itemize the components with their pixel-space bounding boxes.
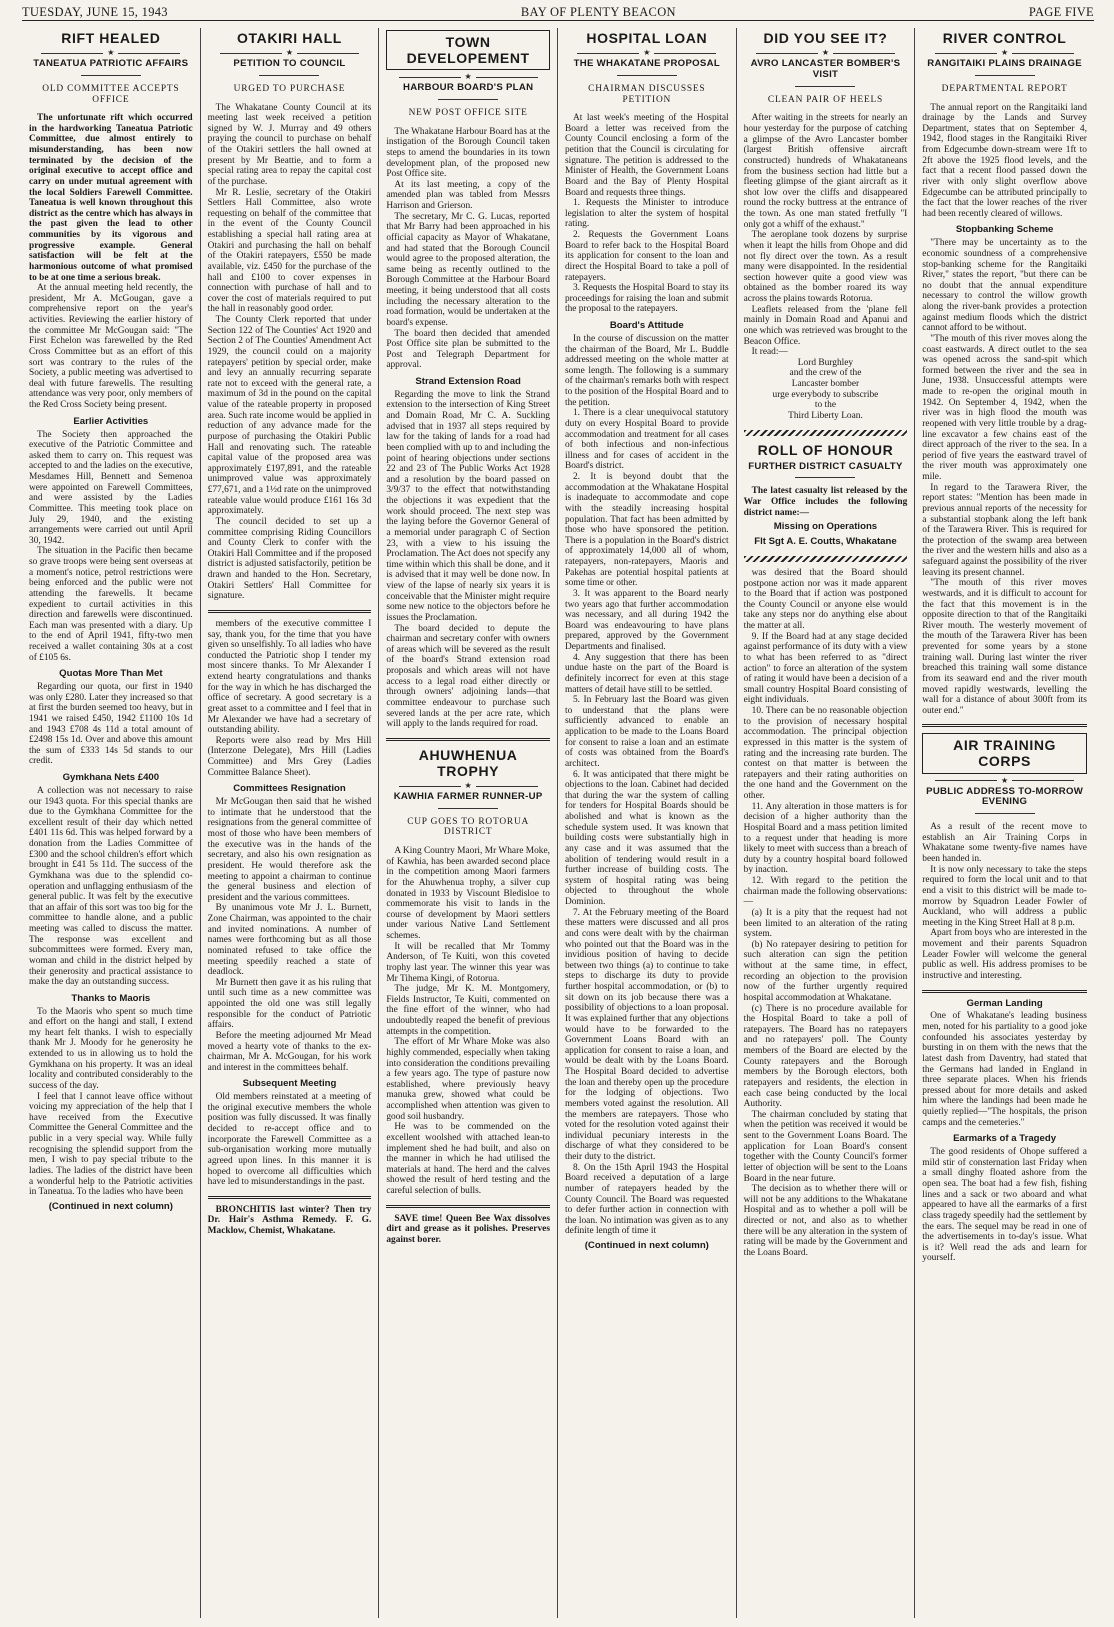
column-3 <box>379 28 558 1618</box>
paragraph: The Whakatane Harbour Board has at the instigation of the Borough Council taken steps to amend the boundaries in its town development plan, of the proposed new Post Office site. <box>386 126 550 180</box>
paragraph: It will be recalled that Mr Tommy Anderson, of Te Kuiti, won this coveted trophy last year. The winner this year was Mr Tihema Kingi, of Rotorua. <box>386 941 550 984</box>
short-rule <box>259 75 319 76</box>
headline-ahuwhenua-trophy: AHUWHENUA TROPHY <box>418 746 518 779</box>
casualty-status: Missing on Operations <box>773 521 878 533</box>
article-divider <box>208 610 372 613</box>
deck: AVRO LANCASTER BOMBER'S VISIT <box>750 58 901 80</box>
paragraph: 10. There can be no reasonable objection to the provision of necessary hospital accommodation. The principal objection expressed in this matter is the system of rating and the increasing rate burden. The contest on that matter is between the ratepayers and their rating authorities on the one hand and the Government on the other. <box>743 706 908 802</box>
short-rule <box>975 75 1035 76</box>
paragraph: "The mouth of this river moves along the coast eastwards. A direct outlet to the sea was opened across the sand-spit which formed between the river and the sea in June, 1938. Unsuccessful attempts were made to re-open the original mouth in 1942. On September 4, 1942, when the river was in high flood the mouth was reopened with very little trouble by a drag-line excavator a few chains east of the direct approach of the river to the sea. In a period of five years the eastward travel of the river mouth was approximately one mile. <box>922 333 1087 482</box>
paragraph: The board then decided that amended Post Office site plan be submitted to the Post and Telegraph Department for approval. <box>386 328 550 371</box>
page-number: PAGE FIVE <box>1028 4 1094 19</box>
headline-town-development: TOWN DEVELOPEMENT <box>386 30 550 70</box>
paragraph: "There may be uncertainty as to the economic soundness of a comprehensive stop-banking scheme for the Rangitaiki River," states the report, "but there can be no doubt that the annual expenditure necessary to control the willow growth along the river-bank provides a protection against medium floods which the district cannot afford to be without. <box>922 238 1087 334</box>
paragraph: The chairman concluded by stating that when the petition was received it would be sent to the Government Loans Board. The application for Loan Board's consent together with the County Council's former letter of objection will be sent to the Loans Board in the near future. <box>743 1109 908 1184</box>
headline-roll-of-honour: ROLL OF HONOUR <box>757 441 894 458</box>
short-rule <box>795 86 855 87</box>
star-divider: ★ <box>565 50 729 56</box>
leaflet-line: Third Liberty Loan. <box>788 410 863 421</box>
deck: THE WHAKATANE PROPOSAL <box>573 58 720 70</box>
subhead: Gymkhana Nets £400 <box>62 772 160 784</box>
paragraph: Apart from boys who are interested in the movement and their parents Squadron Leader Fowler will welcome the general public as well. His address promises to be instructive and interesting. <box>922 928 1087 981</box>
paragraph: 5. In February last the Board was given to understand that the plans were sufficiently advanced to enable an application to be made to the Loans Board for consent to raise a loan and an estimate of costs was obtained from the Board's architect. <box>564 695 729 769</box>
paragraph: 1. There is a clear unequivocal statutory duty on every Hospital Board to provide accommodation and treatment for all cases of both infectious and non-infectious illness and for cases of accident in the Board's district. <box>564 408 729 472</box>
star-divider: ★ <box>208 50 372 56</box>
paragraph: "The mouth of this river moves westwards, and it is difficult to account for the fact that this movement is in the opposite direction to that of the Rangitaiki River mouth. The westerly movement of the mouth of the Tarawera River has been prevented for some years by a stone training wall. During last winter the river breached this training wall some distance from its seaward end and the river mouth moved rapidly westwards, levelling the wall for a distance of about 300ft from its outer end." <box>922 578 1087 716</box>
short-rule <box>81 75 141 76</box>
leaflet-line: to the <box>814 400 836 411</box>
sub-deck: DEPARTMENTAL REPORT <box>941 83 1068 94</box>
paragraph: It is now only necessary to take the steps required to form the local unit and to that end a visit to this district will be made to-morrow by Squadron Leader Fowler of Auckland, who will address a public meeting in the King Street Hall at 8 p.m. <box>922 864 1087 928</box>
paragraph: A collection was not necessary to raise our 1943 quota. For this special thanks are due to the Gymkhana Committee for the excellent result of their day which netted £401 11s 6d. This was helped forward by a donation from the Ladies Committee of £300 and the school children's effort which brought in £41 5s 11d. The success of the Gymkhana was due to the splendid co-operation and unflagging enthusiasm of the general public. It was felt by the executive that an affair of this sort was too big for the committee to handle alone, and a public meeting was called to discuss the matter. The response was excellent and subcommittees were formed. Every man, woman and child in the district helped by their generosity and practical assistance to make the day an outstanding success. <box>29 785 193 988</box>
paragraph: Reports were also read by Mrs Hill (Interzone Delegate), Mrs Hill (Ladies Committee) and Mrs Grey (Ladies Committee Balance Sheet). <box>207 735 372 778</box>
paragraph: Leaflets released from the 'plane fell mainly in Domain Road and Apanui and one which was retrieved was brought to the Beacon Office. <box>743 304 908 347</box>
paragraph: 2. It is beyond doubt that the accommodation at the Whakatane Hospital is inadequate to accommodate and cope with the steadily increasing hospital population. That fact has been admitted by those who have sponsored the petition. There is a population in the Board's district of approximately 14,000 all of whom, ratepayers, non-ratepayers, Maoris and Pakehas are potential hospital patients at some time or other. <box>564 472 729 589</box>
paragraph: Mr McGougan then said that he wished to intimate that he understood that the resignations from the general committee of most of those who have been members of the executive was in the hands of the secretary, and also his own resignation as president. He would therefore ask the meeting to appoint a chairman to continue the general business and election of president and the various committees. <box>207 797 372 903</box>
subhead: Subsequent Meeting <box>242 1078 337 1090</box>
paragraph: It read:— <box>751 347 788 358</box>
sub-deck: URGED TO PURCHASE <box>233 83 346 94</box>
deck: FURTHER DISTRICT CASUALTY <box>748 460 903 472</box>
advertisement: BRONCHITIS last winter? Then try Dr. Hair's Asthma Remedy. F. G. Macklow, Chemist, Whakatane. <box>207 1204 372 1237</box>
sub-deck: NEW POST OFFICE SITE <box>408 108 528 119</box>
paragraph: The secretary, Mr C. G. Lucas, reported that Mr Barry had been approached in his official capacity as Mayor of Whakatane, and had stated that the Borough Council would agree to the proposed alteration, the same being as recently outlined to the Borough Committee at the Harbour Board meeting, it being understood that all costs including the necessary alteration to the road formation, would be undertaken at the board's expense. <box>386 211 550 328</box>
leaflet-line: and the crew of the <box>789 368 862 379</box>
deck: HARBOUR BOARD'S PLAN <box>402 82 534 94</box>
article-divider <box>922 724 1087 727</box>
short-rule <box>438 99 498 100</box>
paragraph: The council decided to set up a committee comprising Riding Councillors and County Clerk to confer with the Otakiri Hall Committee and if the proposed district is adjusted satisfactorily, petition be drawn and handed to the Hon. Secretary, Otakiri Settlers' Hall Committee for signature. <box>207 516 372 602</box>
paragraph: 12. With regard to the petition the chairman made the following observations:— <box>743 876 908 908</box>
article-divider <box>208 1196 372 1199</box>
subhead: Board's Attitude <box>609 320 684 332</box>
newspaper-page <box>22 28 1094 1618</box>
paragraph: A King Country Maori, Mr Whare Moke, of Kawhia, has been awarded second place in the competition among Maori farmers for the Ahuwhenua trophy, a silver cup donated in 1933 by Viscount Bledisloe to commemorate his visit to lands in the course of development by Maori settlers under various Native Land Settlement schemes. <box>386 846 550 942</box>
sub-deck: CUP GOES TO ROTORUA DISTRICT <box>407 816 530 838</box>
star-divider: ★ <box>922 50 1087 56</box>
paragraph: members of the executive committee I say, thank you, for the time that you have given so unselfishly. To all ladies who have conducted the Patriotic shop I tender my most sincere thanks. To Mr Alexander I extend hearty congratulations and thanks for the way in which he has discharged the office of secretary. A good secretary is a great asset to a committee and I feel that in Mr Alexander we have had a secretary of outstanding ability. <box>207 618 372 736</box>
subhead: German Landing <box>966 997 1043 1009</box>
star-divider: ★ <box>744 50 908 56</box>
deck: PETITION TO COUNCIL <box>233 58 346 70</box>
paragraph: The annual report on the Rangitaiki land drainage by the Lands and Survey Department, states that on September 4, 1942, flood stages in the Rangitaiki River from Edgecumbe down-stream were 1ft to 2ft above the 1925 flood levels, and the fact that a recent flood passed down the river with only slight overflow above Edgecumbe can be attributed principally to the fact that the lower reaches of the river had been recently cleared of willows. <box>922 102 1087 219</box>
headline-hospital-loan: HOSPITAL LOAN <box>586 30 708 46</box>
paragraph: (c) There is no procedure available for the Hospital Board to take a poll of ratepayers. The Board has no ratepayers and no ratepayers' poll. The County members of the Board are elected by the County ratepayers and the Borough members by the Borough electors, both ratepayers and residents, the election in each case being conducted by the local Authority. <box>743 1003 908 1110</box>
paragraph: Mr Burnett then gave it as his ruling that until such time as a new committee was appointed the old one was still legally responsible for the conduct of Patriotic affairs. <box>207 977 372 1031</box>
ornamental-divider <box>744 556 908 562</box>
paragraph: After waiting in the streets for nearly an hour yesterday for the purpose of catching a glimpse of the Avro Lancaster bomber (largest British offensive aircraft constructed) hundreds of Whakataneans from the business section had little but a fleeting glimpse of the giant aircraft as it shot low over the cliffs and disappeared round the rocky buttress at the entrance of the town. As one man stated fretfully "I only got a whiff of the exhaust." <box>743 113 908 230</box>
column-5 <box>737 28 916 1618</box>
column-1 <box>22 28 201 1618</box>
paragraph: The situation in the Pacific then became so grave troops were being sent overseas at a moment's notice, petrol restrictions were being enforced and the public were not attending the farewells. It became expedient to curtail activities in this direction and farewells were discontinued. Each man was presented with a diary. Up to the end of April 1941, fifty-two men received a wallet containing 30s at a cost of £105 6s. <box>29 546 193 663</box>
headline-river-control: RIVER CONTROL <box>942 30 1067 46</box>
deck: KAWHIA FARMER RUNNER-UP <box>393 791 543 803</box>
short-rule <box>617 75 677 76</box>
ornamental-divider <box>744 430 908 436</box>
paragraph: The Whakatane County Council at its meeting last week received a petition signed by W. J. Murray and 49 others praying the council to purchase on behalf of the Otakiri settlers the hall owned at present by Mr Beattie, and to form a special rating area to repay the capital cost of the purchase. <box>207 102 372 187</box>
column-2 <box>201 28 380 1618</box>
subhead: Thanks to Maoris <box>71 992 151 1004</box>
short-rule <box>795 477 855 478</box>
paragraph: To the Maoris who spent so much time and effort on the hangi and stall, I extend my heart felt thanks. I wish to especially thank Mr J. Moody for he generosity he extended to us in allowing us to hold the Gymkhana on his property. It was an ideal locality and contributed considerably to the success of the day. <box>29 1006 193 1091</box>
short-rule <box>438 808 498 809</box>
paragraph: Regarding the move to link the Strand extension to the intersection of King Street and Domain Road, Mr C. A. Suckling advised that in 1937 all steps required by law for the taking of lands for a road had been complied with up to and including the point of hearing objections under sections 22 and 23 of The Public Works Act 1928 and a resolution by the board passed on 3/9/37 to the effect that notwithstanding the objections it was expedient that the work should proceed. The next step was the laying before the Governor General of a memorial under paragraph C of Section 23, with a view to his issuing the Proclamation. The Act does not specify any time within which this shall be done, and it is advised that it may well be done now. In view of the lapse of nearly six years it is conceivable that the Minister might require some new notice to the objectors before he issues the Proclamation. <box>386 389 550 623</box>
subhead: Quotas More Than Met <box>59 668 163 680</box>
paragraph: 9. If the Board had at any stage decided against performance of its duty with a view to what has been referred to as "direct action" to force an alteration of the system of rating it would have been a decision of a small country Hospital Board consisting of eight individuals. <box>743 631 908 706</box>
subhead: Stopbanking Scheme <box>955 224 1054 236</box>
paragraph: 2. Requests the Government Loans Board to refer back to the Hospital Board its application for consent to the loan and direct the Hospital Board to take a poll of ratepayers. <box>564 230 729 283</box>
headline-did-you-see-it: DID YOU SEE IT? <box>763 30 888 46</box>
lead-paragraph: The latest casualty list released by the War Office includes the following district name:— <box>743 486 908 518</box>
paragraph: 6. It was anticipated that there might be objections to the loan. Cabinet had decided that during the war the system of calling for tenders for Hospital Boards should be abolished and what is known as the schedule system used. It was known that building costs were substantially high in any case and it was assumed that the abolition of tendering would result in a further increase of building costs. The system of hospital rating was being objected to throughout the whole Dominion. <box>564 769 729 907</box>
article-divider <box>386 1205 550 1208</box>
paragraph: He was to be commended on the excellent woolshed with attached lean-to implement shed he had built, and also on the manner in which he had utilised the materials at hand. The herd and the calves showed the result of herd testing and the careful selection of bulls. <box>386 1122 550 1197</box>
leaflet-line: urge everybody to subscribe <box>772 389 879 400</box>
masthead <box>22 4 1094 21</box>
paragraph: 3. Requests the Hospital Board to stay its proceedings for raising the loan and submit the proposal to the ratepayers. <box>564 283 729 315</box>
paragraph: Old members reinstated at a meeting of the original executive members the whole position was fully discussed. It was finally decided to re-accept office and to incorporate the Farewell Committee as a sub-organisation working more mutually agreed upon lines. In this manner it is hoped to overcome all difficulties which have led to misunderstandings in the past. <box>207 1092 372 1188</box>
paragraph: As a result of the recent move to establish an Air Training Corps in Whakatane some twenty-five names have been handed in. <box>922 822 1087 865</box>
sub-deck: CHAIRMAN DISCUSSES PETITION <box>588 83 706 105</box>
paragraph: The Society then approached the executive of the Patriotic Committee and asked them to carry on. This request was accepted to and the ladies on the executive, Mesdames Hill, Bennett and Semenoa were appointed on Farewell Committees, and were assisted by the Ladies Committee. This meeting took place on July 29, 1940, and the existing arrangements were carried out until April 30, 1942. <box>29 429 193 546</box>
paragraph: At last week's meeting of the Hospital Board a letter was received from the County Council enclosing a form of the petition that the Council is circulating for signature. The petition is addressed to the Minister of Health, the Government Loans Board and the Bay of Plenty Hospital Board and requests three things. <box>564 113 729 198</box>
paragraph: Regarding our quota, our first in 1940 was only £280. Later they increased so that at first the burden seemed too heavy, but in 1941 we raised £450, 1942 £1100 10s 1d and 1943 £708 4s 11d a total amount of £2498 15s 1d. Over and above this amount the sum of £333 14s 5d stands to our credit. <box>29 682 193 767</box>
column-6 <box>915 28 1094 1618</box>
headline-air-training-corps: AIR TRAINING CORPS <box>922 733 1087 773</box>
sub-deck: CLEAN PAIR OF HEELS <box>767 94 884 105</box>
issue-date: TUESDAY, JUNE 15, 1943 <box>22 4 168 19</box>
paragraph: By unanimous vote Mr J. L. Burnett, Zone Chairman, was appointed to the chair and invited nominations. A number of names were forthcoming but as all those nominated refused to take office the meeting speedily reached a state of deadlock. <box>207 903 372 978</box>
star-divider: ★ <box>922 778 1087 784</box>
deck: TANEATUA PATRIOTIC AFFAIRS <box>33 58 189 70</box>
paragraph: Mr R. Leslie, secretary of the Otakiri Settlers Hall Committee, also wrote requesting on behalf of the committee that in the event of the County Council establishing a special hall rating area at Otakiri and purchasing the hall on behalf of the Otakiri ratepayers, £550 be made available, viz. £450 for the purchase of the hall and £100 to cover expenses in connection with purchase of hall and to cover the cost of materials required to put the hall in reasonably good order. <box>207 187 372 315</box>
paragraph: 7. At the February meeting of the Board these matters were discussed and all pros and cons were dealt with by the chairman who pointed out that the Board was in the invidious position of having to decide between two things (a) to continue to take steps to discharge its duty to provide further hospital accommodation, or (b) to sit down on its job because there was a possibility of objections to a loan proposal. It was explained further that any objections would have to be forwarded to the Government Loans Board with an application for consent to raise a loan, and would be dealt with by the Loans Board. The Hospital Board decided to advertise the loan and thereby open up the procedure for the lodging of objections. Two members voted against the resolution. All the members are ratepayers. Those who voted for the resolution voted against their individual pecuniary interests in the discharge of what they considered to be their duty to the district. <box>564 907 729 1162</box>
paragraph: Before the meeting adjourned Mr Mead moved a hearty vote of thanks to the ex-chairman, Mr A. McGougan, for his work and interest in the committees behalf. <box>207 1030 372 1073</box>
paragraph: 1. Requests the Minister to introduce legislation to alter the system of hospital rating. <box>564 198 729 230</box>
article-divider <box>922 990 1087 993</box>
continued-note: (Continued in next column) <box>584 1240 709 1251</box>
star-divider: ★ <box>386 74 550 80</box>
article-divider <box>386 738 550 741</box>
paragraph: 8. On the 15th April 1943 the Hospital Board received a deputation of a large number of ratepayers headed by the County Council. The Board was requested to defer further action in connection with the loan. No intimation was given as to any definite length of time it <box>564 1162 729 1237</box>
paragraph: (a) It is a pity that the request had not been limited to an alteration of the rating system. <box>743 907 908 940</box>
sub-deck: OLD COMMITTEE ACCEPTS OFFICE <box>42 83 180 105</box>
paragraph: (b) No ratepayer desiring to petition for such alteration can sign the petition without at the same time, in effect, recording an objection to the provision now of the further urgently required hospital accommodation at Whakatane. <box>743 939 908 1003</box>
star-divider: ★ <box>29 50 193 56</box>
subhead: Committees Resignation <box>233 783 346 795</box>
paragraph: 3. It was apparent to the Board nearly two years ago that further accommodation was necessary, and all during 1942 the Board was endeavouring to have plans prepared, approved by the Government Departments and finalised. <box>564 588 729 652</box>
paragraph: was desired that the Board should postpone action nor was it made apparent to the Board that if action was postponed the County Council or anyone else would take any steps nor do anything else about the matter at all. <box>743 567 908 632</box>
paragraph: One of Whakatane's leading business men, noted for his partiality to a good joke confounded his associates yesterday by bursting in on them with the news that the latest dash from Daventry, had stated that the Germans had landed in England in three separate places. When his friends pressed about for more details and asked him where the landings had been made he quietly replied—"The hospitals, the prison camps and the cemeteries." <box>922 1011 1087 1128</box>
leaflet-line: Lancaster bomber <box>791 379 860 389</box>
paper-name: BAY OF PLENTY BEACON <box>520 4 676 19</box>
subhead: Earlier Activities <box>73 415 149 427</box>
paragraph: The board decided to depute the chairman and secretary confer with owners of areas which will be severed as the result of the board's Strand extension road proposals and which areas will not have access to a legal road either directly or through owners' adjoining lands—that committee endeavour to purchase such severed lands at the per acre rate, which will apply to the lands required for road. <box>386 623 550 730</box>
star-divider: ★ <box>386 783 550 789</box>
paragraph: The County Clerk reported that under Section 122 of The Counties' Act 1920 and Section 2 of The Counties' Amendment Act 1929, the council could on a majority ratepayers' petition by special order, make and levy an annually recurring separate rate not to exceed with the general rate, a maximum of 3d in the pound on the capital value of the rateable property in proposed area. Such rate income would be applied in reduction of any advance made for the purpose of purchasing the Otakiri Public Hall and renovating such. The rateable capital value of the proposed area was approximately £197,891, and the rateable unimproved value was approximately £77,671, and a 1½d rate on the unimproved rateable value would produce £161 16s 3d approximately. <box>207 315 372 517</box>
paragraph: 11. Any alteration in those matters is for decision of a higher authority than the Hospital Board and a mass petition limited to a request under that heading is more likely to meet with success than a breach of duty by a country hospital board followed by inaction. <box>743 801 908 876</box>
paragraph: 4. Any suggestion that there has been undue haste on the part of the Board is definitely incorrect for even at this stage matters of detail have still to be settled. <box>564 652 729 695</box>
subhead: Earmarks of a Tragedy <box>953 1133 1057 1145</box>
column-4 <box>558 28 737 1618</box>
deck: RANGITAIKI PLAINS DRAINAGE <box>927 58 1082 70</box>
advertisement: SAVE time! Queen Bee Wax dissolves dirt and grease as it polishes. Preserves against borer. <box>386 1213 550 1245</box>
paragraph: The aeroplane took dozens by surprise when it leapt the hills from Ohope and did not fly direct over the town. As a result many were disappointed. In the residential section however quite a good view was obtained as the bomber roared its way across the plains towards Rotorua. <box>743 230 908 304</box>
paragraph: In regard to the Tarawera River, the report states: "Mention has been made in previous annual reports of the necessity for a substantial stopbank along the left bank of the Tarawera River. This is required for the protection of the swamp area between the river and the western hills and also as a safeguard against the possibility of the river leaving its present channel. <box>922 482 1087 578</box>
short-rule <box>975 813 1035 814</box>
paragraph: At its last meeting, a copy of the amended plan was tabled from Messrs Harrison and Grierson. <box>386 179 550 212</box>
continued-note: (Continued in next column) <box>48 1200 173 1212</box>
deck: PUBLIC ADDRESS TO-MORROW EVENING <box>926 785 1084 808</box>
paragraph: In the course of discussion on the matter the chairman of the Board, Mr L. Buddle addressed meeting on the whole matter at some length. The following is a summary of the chairman's remarks both with respect to the position of the Hospital Board and to the petition. <box>564 333 729 408</box>
headline-otakiri-hall: OTAKIRI HALL <box>237 30 342 46</box>
paragraph: The decision as to whether there will or will not be any additions to the Whakatane Hospital and as to whether a poll will be directed or not, and also as to whether there will be any alteration in the system of rating will be made by the Government and the Loans Board. <box>743 1184 908 1258</box>
paragraph: At the annual meeting held recently, the president, Mr A. McGougan, gave a comprehensive report on the year's activities. Reviewing the earlier history of the committee Mr McGougan said: "The First Echelon was farewelled by the Red Cross Committee but as an effort of this sort was contrary to the rules of the Society, a public meeting was advertised to deal with future farewells. The resulting attendance was very poor, only members of the Red Cross Society being present. <box>29 283 193 411</box>
paragraph: The effort of Mr Whare Moke was also highly commended, especially when taking into consideration the conditions prevailing a few years ago. The type of pasture now established, where previously heavy manuka grew, showed what could be accomplished when attention was given to good soil husbandry. <box>386 1037 550 1122</box>
paragraph: The judge, Mr K. M. Montgomery, Fields Instructor, Te Kuiti, commented on the fine effort of the winner, who had undoubtedly reaped the benefit of previous attempts in the competition. <box>386 984 550 1037</box>
casualty-name: Flt Sgt A. E. Coutts, Whakatane <box>754 536 897 548</box>
leaflet-line: Lord Burghley <box>797 357 854 368</box>
paragraph: I feel that I cannot leave office without voicing my appreciation of the help that I have received from the Executive Committee the General Committee and the public in a very special way. While fully recognising the splendid support from the men, I wish to pay special tribute to the ladies. The ladies of the district have been a wonderful help to the Patriotic activities in Taneatua. To the ladies who have been <box>29 1091 193 1198</box>
paragraph: The good residents of Ohope suffered a mild stir of consternation last Friday when a small dinghy floated ashore from the open sea. The boat had a few fish, fishing lines and a sack or two aboard and what appeared to have all the earmarks of a first class tragedy speedily had the settlement by the ears. The sequel may be read in one of the advertisements in to-day's issue. What is it? Well read the ads and learn for yourself. <box>922 1147 1087 1264</box>
subhead: Strand Extension Road <box>415 376 521 388</box>
headline-rift-healed: RIFT HEALED <box>61 30 161 46</box>
lead-paragraph: The unfortunate rift which occurred in the hardworking Taneatua Patriotic Committee, due almost entirely to misunderstanding, has been now terminated by the decision of the original executive to accept office and carry on under mutual agreement with the local Soldiers Farewell Committee. Taneatua is well known throughout this district as the centre which has always in the past given the lead to other communities by its vigorous and progressive example. General satisfaction will be felt at the harmonious outcome of what promised to be at one time a serious break. <box>29 113 193 283</box>
